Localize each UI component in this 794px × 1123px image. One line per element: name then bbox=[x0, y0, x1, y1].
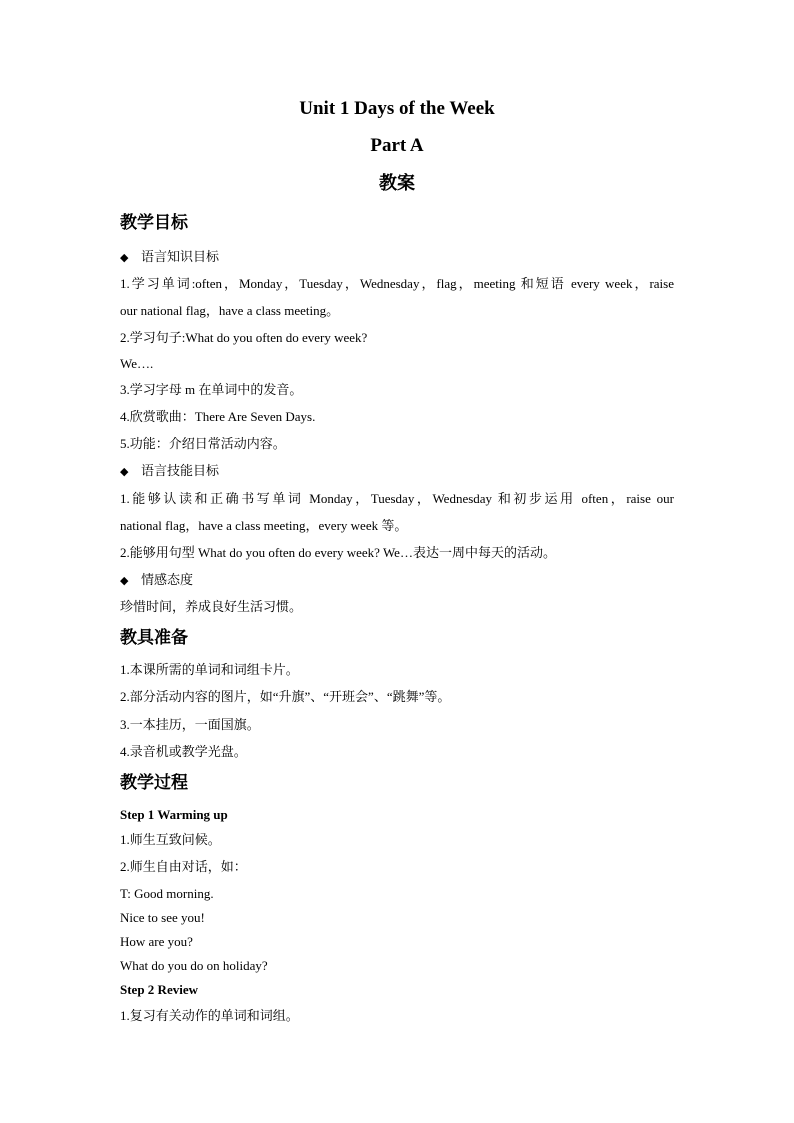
heading-process: 教学过程 bbox=[120, 773, 188, 793]
goal-k2-line1: 2.学习句子:What do you often do every week? bbox=[120, 330, 368, 345]
step1-line-5: How are you? bbox=[120, 934, 193, 949]
prep-item-4: 4.录音机或教学光盘。 bbox=[120, 744, 247, 759]
bullet-label: 语言技能目标 bbox=[141, 463, 220, 478]
goal-k4: 4.欣赏歌曲：There Are Seven Days. bbox=[120, 409, 316, 424]
diamond-bullet-icon: ◆ bbox=[120, 575, 129, 587]
bullet-label: 情感态度 bbox=[141, 572, 194, 587]
goal-k1-line2: our national flag，have a class meeting。 bbox=[120, 303, 340, 318]
title-unit: Unit 1 Days of the Week bbox=[299, 98, 495, 119]
goal-k2-line2: We…. bbox=[120, 356, 154, 371]
step1-line-2: 2.师生自由对话，如： bbox=[120, 859, 247, 874]
diamond-bullet-icon: ◆ bbox=[120, 466, 129, 478]
step1-line-4: Nice to see you! bbox=[120, 910, 205, 925]
prep-item-1: 1.本课所需的单词和词组卡片。 bbox=[120, 662, 299, 677]
goal-k5: 5.功能：介绍日常活动内容。 bbox=[120, 436, 286, 451]
bullet-knowledge-goals bbox=[120, 249, 219, 266]
step1-line-3: T: Good morning. bbox=[120, 886, 214, 901]
step1-line-6: What do you do on holiday? bbox=[120, 958, 268, 973]
prep-item-2: 2.部分活动内容的图片，如“升旗”、“开班会”、“跳舞”等。 bbox=[120, 689, 451, 704]
title-lesson-plan: 教案 bbox=[379, 173, 415, 194]
heading-materials: 教具准备 bbox=[120, 628, 188, 648]
bullet-label: 语言知识目标 bbox=[141, 249, 220, 264]
heading-teaching-goals: 教学目标 bbox=[120, 213, 188, 233]
goal-s1-line1: 1.能够认读和正确书写单词 Monday，Tuesday，Wednesday 和初步运用 often，raise our bbox=[120, 491, 674, 506]
goal-a1: 珍惜时间，养成良好生活习惯。 bbox=[120, 599, 303, 614]
step2-line-1: 1.复习有关动作的单词和词组。 bbox=[120, 1008, 299, 1023]
goal-k1-line1: 1.学习单词:often，Monday，Tuesday，Wednesday，flag，meeting 和短语 every week，raise bbox=[120, 276, 674, 291]
bullet-skill-goals bbox=[120, 463, 219, 480]
goal-s1-line2: national flag，have a class meeting，every week 等。 bbox=[120, 518, 408, 533]
diamond-bullet-icon: ◆ bbox=[120, 252, 129, 264]
step-2-heading: Step 2 Review bbox=[120, 982, 198, 997]
goal-k3: 3.学习字母 m 在单词中的发音。 bbox=[120, 382, 303, 397]
step1-line-1: 1.师生互致问候。 bbox=[120, 832, 221, 847]
bullet-attitude bbox=[120, 572, 193, 589]
title-part: Part A bbox=[370, 135, 424, 156]
step-1-heading: Step 1 Warming up bbox=[120, 807, 228, 822]
goal-s2: 2.能够用句型 What do you often do every week? We…表达一周中每天的活动。 bbox=[120, 545, 556, 560]
prep-item-3: 3.一本挂历，一面国旗。 bbox=[120, 717, 260, 732]
